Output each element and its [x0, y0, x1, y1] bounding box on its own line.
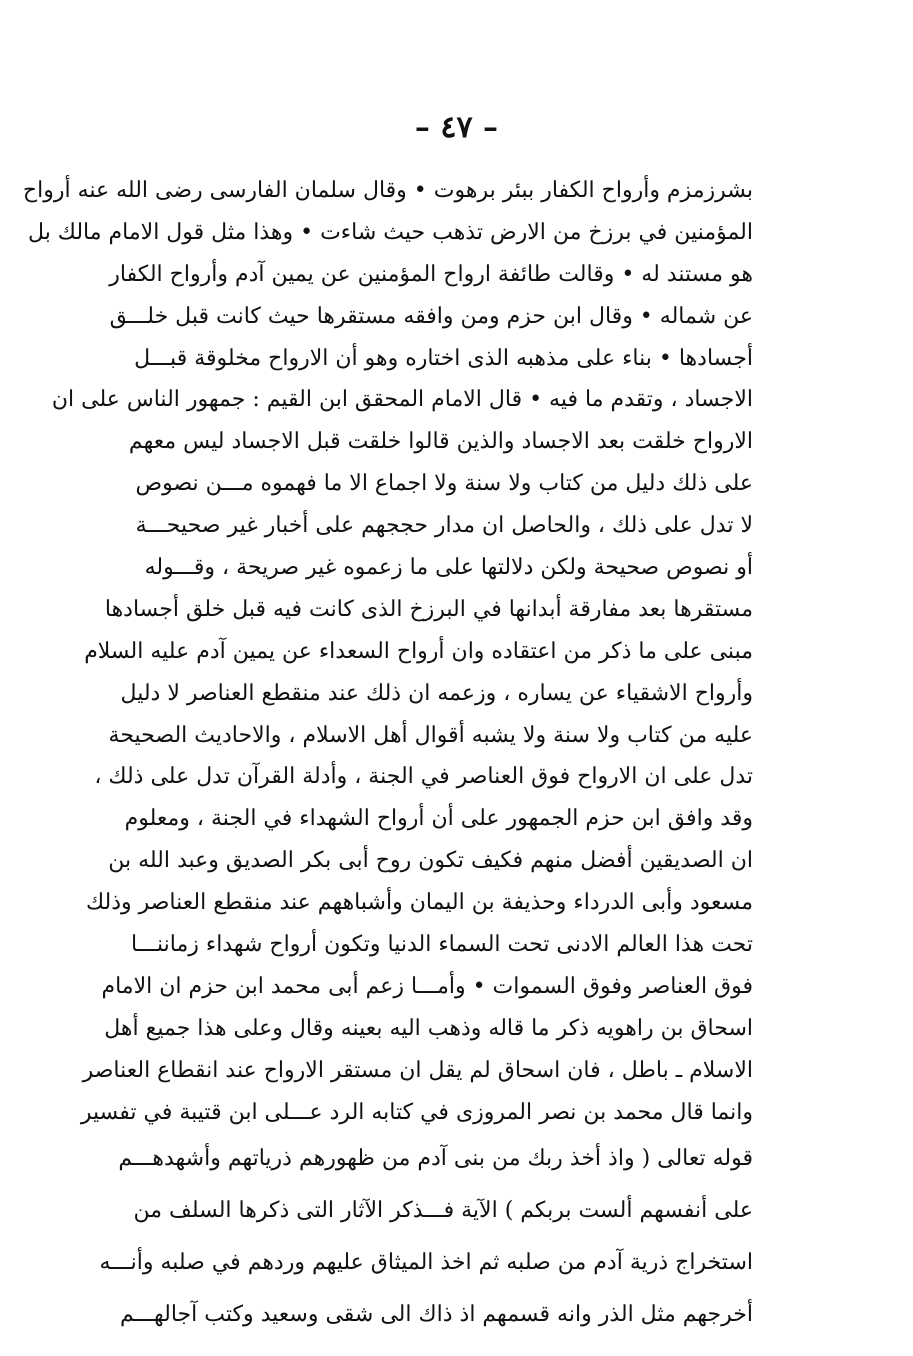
text-line: الارواح خلقت بعد الاجساد والذين قالوا خلقت قبل الاجساد ليس معهم — [128, 429, 753, 455]
text-line: عليه من كتاب ولا سنة ولا يشبه أقوال أهل الاسلام ، والاحاديث الصحيحة — [108, 722, 753, 748]
text-line: أخرجهم مثل الذر وانه قسمهم اذ ذاك الى شقى وسعيد وكتب آجالهـــم — [120, 1302, 753, 1328]
page-number: – ٤٧ – — [414, 110, 499, 145]
text-line: أو نصوص صحيحة ولكن دلالتها على ما زعموه غير صريحة ، وقـــوله — [144, 555, 753, 581]
text-line: هو مستند له • وقالت طائفة ارواح المؤمنين عن يمين آدم وأرواح الكفار — [109, 261, 753, 287]
text-line: مسعود وأبى الدرداء وحذيفة بن اليمان وأشباههم عند منقطع العناصر وذلك — [85, 890, 753, 916]
text-line: الاجساد ، وتقدم ما فيه • قال الامام المحقق ابن القيم : جمهور الناس على ان — [51, 387, 753, 413]
text-line: وقد وافق ابن حزم الجمهور على أن أرواح الشهداء في الجنة ، ومعلوم — [124, 806, 753, 832]
text-line: على ذلك دليل من كتاب ولا سنة ولا اجماع الا ما فهموه مـــن نصوص — [135, 471, 753, 497]
text-line: تحت هذا العالم الادنى تحت السماء الدنيا وتكون أرواح شهداء زماننـــا — [130, 932, 753, 958]
text-line: ان الصديقين أفضل منهم فكيف تكون روح أبى بكر الصديق وعبد الله بن — [108, 848, 753, 874]
text-line: لا تدل على ذلك ، والحاصل ان مدار حججهم على أخبار غير صحيحـــة — [135, 513, 753, 539]
text-line: قوله تعالى ( واذ أخذ ربك من بنى آدم من ظهورهم ذرياتهم وأشهدهـــم — [118, 1146, 753, 1172]
text-line: عن شماله • وقال ابن حزم ومن وافقه مستقرها حيث كانت قبل خلـــق — [109, 303, 753, 329]
text-line: أجسادها • بناء على مذهبه الذى اختاره وهو أن الارواح مخلوقة قبـــل — [134, 345, 753, 371]
text-line: المؤمنين في برزخ من الارض تذهب حيث شاءت • وهذا مثل قول الامام مالك بل — [28, 219, 753, 245]
text-line: وأرواح الاشقياء عن يساره ، وزعمه ان ذلك عند منقطع العناصر لا دليل — [120, 680, 753, 706]
text-line: وانما قال محمد بن نصر المروزى في كتابه الرد عـــلى ابن قتيبة في تفسير — [80, 1099, 753, 1125]
text-line: فوق العناصر وفوق السموات • وأمـــا زعم أبى محمد ابن حزم ان الامام — [101, 973, 753, 999]
body-text — [22, 170, 753, 1341]
text-line: استخراج ذرية آدم من صلبه ثم اخذ الميثاق عليهم وردهم في صلبه وأنـــه — [99, 1250, 753, 1276]
text-line: اسحاق بن راهويه ذكر ما قاله وذهب اليه بعينه وقال وعلى هذا جميع أهل — [104, 1015, 753, 1041]
text-line: على أنفسهم ألست بربكم ) الآية فـــذكر الآثار التى ذكرها السلف من — [133, 1198, 753, 1224]
text-line: تدل على ان الارواح فوق العناصر في الجنة ، وأدلة القرآن تدل على ذلك ، — [94, 764, 753, 790]
text-line: مستقرها بعد مفارقة أبدانها في البرزخ الذى كانت فيه قبل خلق أجسادها — [104, 596, 753, 622]
text-line: بشرزمزم وأرواح الكفار ببئر برهوت • وقال سلمان الفارسى رضى الله عنه أرواح — [22, 178, 753, 203]
text-line: مبنى على ما ذكر من اعتقاده وان أرواح السعداء عن يمين آدم عليه السلام — [84, 638, 753, 664]
text-line: الاسلام ـ باطل ، فان اسحاق لم يقل ان مستقر الارواح عند انقطاع العناصر — [82, 1057, 753, 1083]
